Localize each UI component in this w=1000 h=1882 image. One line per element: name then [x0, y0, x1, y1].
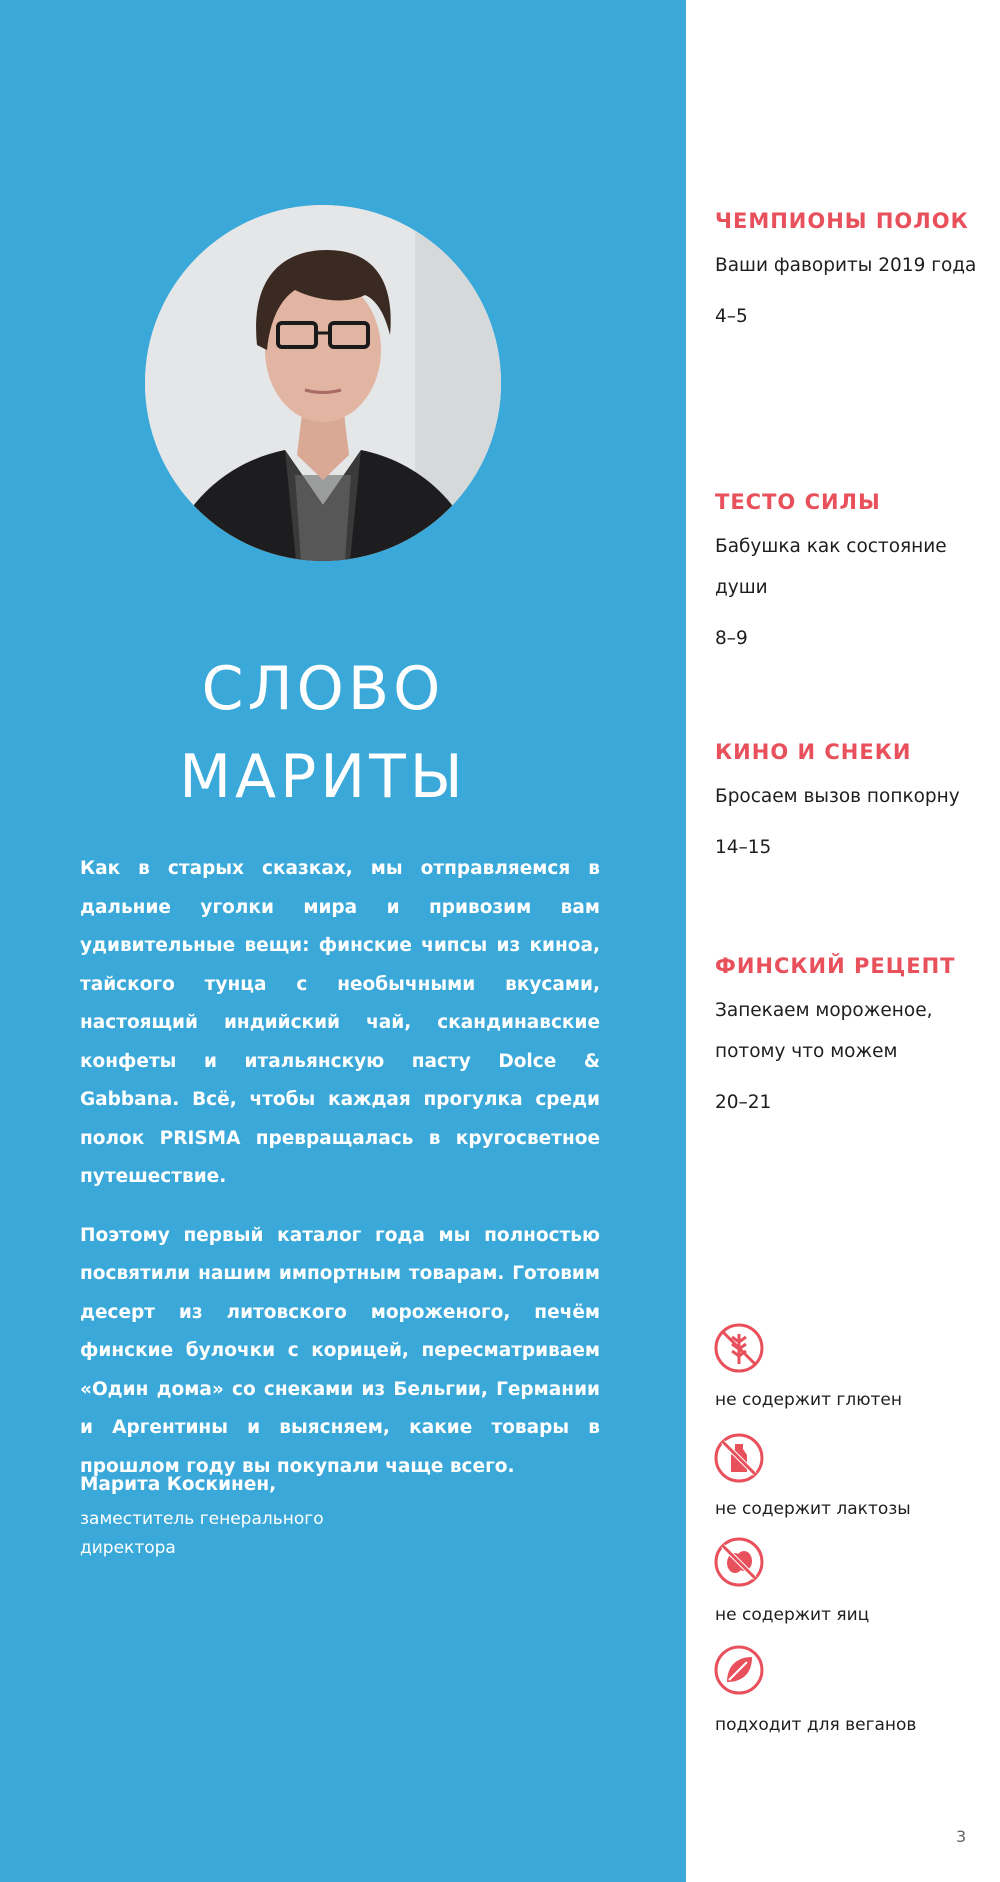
egg-free-icon: [713, 1536, 765, 1588]
heading-line-1: СЛОВО: [201, 654, 445, 724]
signature-role: заместитель генерального директора: [80, 1509, 324, 1558]
toc-description: Бабушка как состояние души: [715, 536, 947, 598]
legend-label: подходит для веганов: [715, 1715, 917, 1735]
toc-pages: 20–21: [715, 1092, 772, 1113]
page-number: 3: [956, 1827, 967, 1846]
toc-item: [715, 950, 980, 1118]
toc-item: [715, 205, 980, 332]
toc-title: ФИНСКИЙ РЕЦЕПТ: [715, 954, 956, 978]
toc-pages: 4–5: [715, 306, 748, 327]
vegan-icon: [713, 1644, 765, 1696]
lactose-free-icon: [713, 1432, 765, 1484]
toc-item: [715, 486, 980, 654]
signature-name: Марита Коскинен,: [80, 1474, 277, 1495]
heading-line-2: МАРИТЫ: [179, 742, 467, 812]
portrait-photo: [145, 205, 501, 561]
toc-title: ТЕСТО СИЛЫ: [715, 490, 881, 514]
legend-label: не содержит глютен: [715, 1390, 902, 1410]
toc-pages: 8–9: [715, 628, 748, 649]
toc-description: Бросаем вызов попкорну: [715, 786, 960, 807]
toc-title: КИНО И СНЕКИ: [715, 740, 912, 764]
intro-text: [80, 850, 600, 1506]
toc-description: Запекаем мороженое, потому что можем: [715, 1000, 933, 1062]
toc-item: [715, 736, 980, 863]
legend-label: не содержит лактозы: [715, 1499, 911, 1519]
legend-label: не содержит яиц: [715, 1605, 870, 1625]
intro-paragraph: Как в старых сказках, мы отправляемся в дальние уголки мира и привозим вам удивительные вещи: финские чипсы из киноа, тайского тунца с необычными вкусами, настоящий индийский чай, скандинавские конфеты и итальянскую пасту Dolce & Gabbana. Всё, чтобы каждая прогулка среди полок PRISMA превращалась в кругосветное путешествие.: [80, 858, 600, 1187]
toc-pages: 14–15: [715, 837, 772, 858]
toc-title: ЧЕМПИОНЫ ПОЛОК: [715, 209, 969, 233]
gluten-free-icon: [713, 1322, 765, 1374]
intro-paragraph: Поэтому первый каталог года мы полностью посвятили нашим импортным товарам. Готовим десерт из литовского мороженого, печём финские булочки с корицей, пересматриваем «Один дома» со снеками из Бельгии, Германии и Аргентины и выясняем, какие товары в прошлом году вы покупали чаще всего.: [80, 1224, 600, 1477]
toc-description: Ваши фавориты 2019 года: [715, 255, 977, 276]
